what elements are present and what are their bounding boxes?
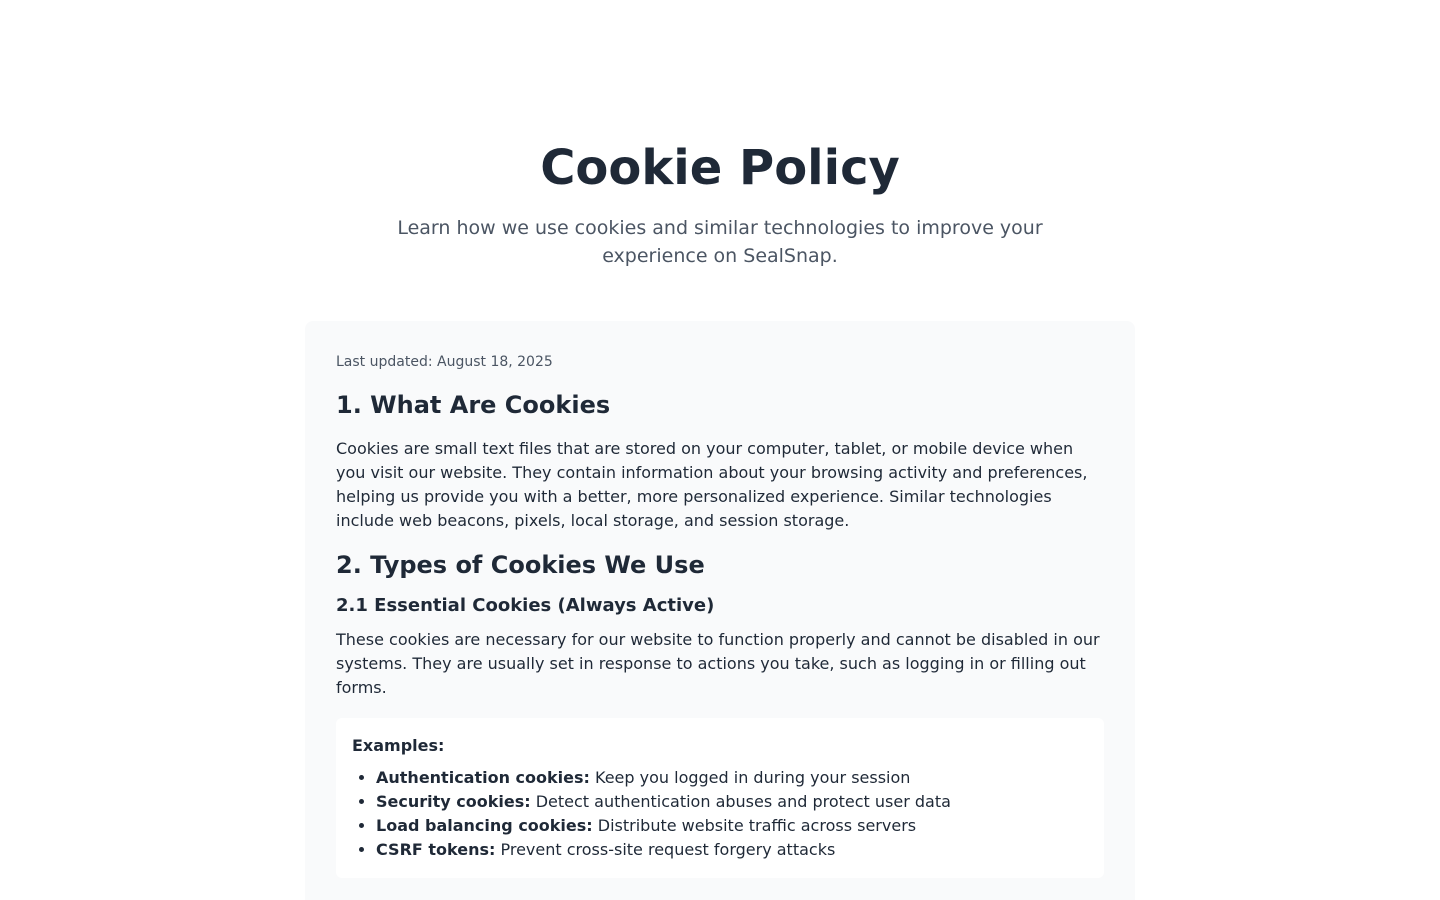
subsection-body-essential-cookies: These cookies are necessary for our website to function properly and cannot be disabled in our systems. They are usually set in response to actions you take, such as logging in or filling out forms.: [336, 630, 1100, 697]
section-heading-types-of-cookies: 2. Types of Cookies We Use: [336, 551, 705, 579]
section-heading-what-are-cookies: 1. What Are Cookies: [336, 391, 611, 419]
example-term: CSRF tokens:: [376, 840, 496, 859]
hero-header: [0, 138, 1440, 270]
example-term: Load balancing cookies:: [376, 816, 593, 835]
example-description: Distribute website traffic across servers: [592, 816, 917, 835]
list-item: [376, 838, 1088, 862]
list-item: [376, 766, 1088, 790]
subsection-heading-essential-cookies: 2.1 Essential Cookies (Always Active): [336, 595, 715, 616]
last-updated-text: Last updated: August 18, 2025: [336, 354, 553, 370]
examples-title: Examples:: [352, 736, 445, 755]
examples-box: [336, 718, 1104, 878]
example-description: Detect authentication abuses and protect user data: [530, 792, 951, 811]
page-title: Cookie Policy: [540, 140, 900, 196]
example-description: Keep you logged in during your session: [589, 768, 911, 787]
list-item: [376, 814, 1088, 838]
example-term: Authentication cookies:: [376, 768, 590, 787]
example-term: Security cookies:: [376, 792, 531, 811]
policy-content-card: [305, 321, 1135, 900]
example-description: Prevent cross-site request forgery attacks: [495, 840, 836, 859]
list-item: [376, 790, 1088, 814]
examples-list: [352, 766, 1088, 862]
page-subtitle: Learn how we use cookies and similar technologies to improve your experience on SealSnap.: [397, 217, 1043, 267]
section-body-what-are-cookies: Cookies are small text files that are stored on your computer, tablet, or mobile device when you visit our website. They contain information about your browsing activity and preferences, helping us provide you with a better, more personalized experience. Similar technologies include web beacons, pixels, local storage, and session storage.: [336, 439, 1088, 530]
